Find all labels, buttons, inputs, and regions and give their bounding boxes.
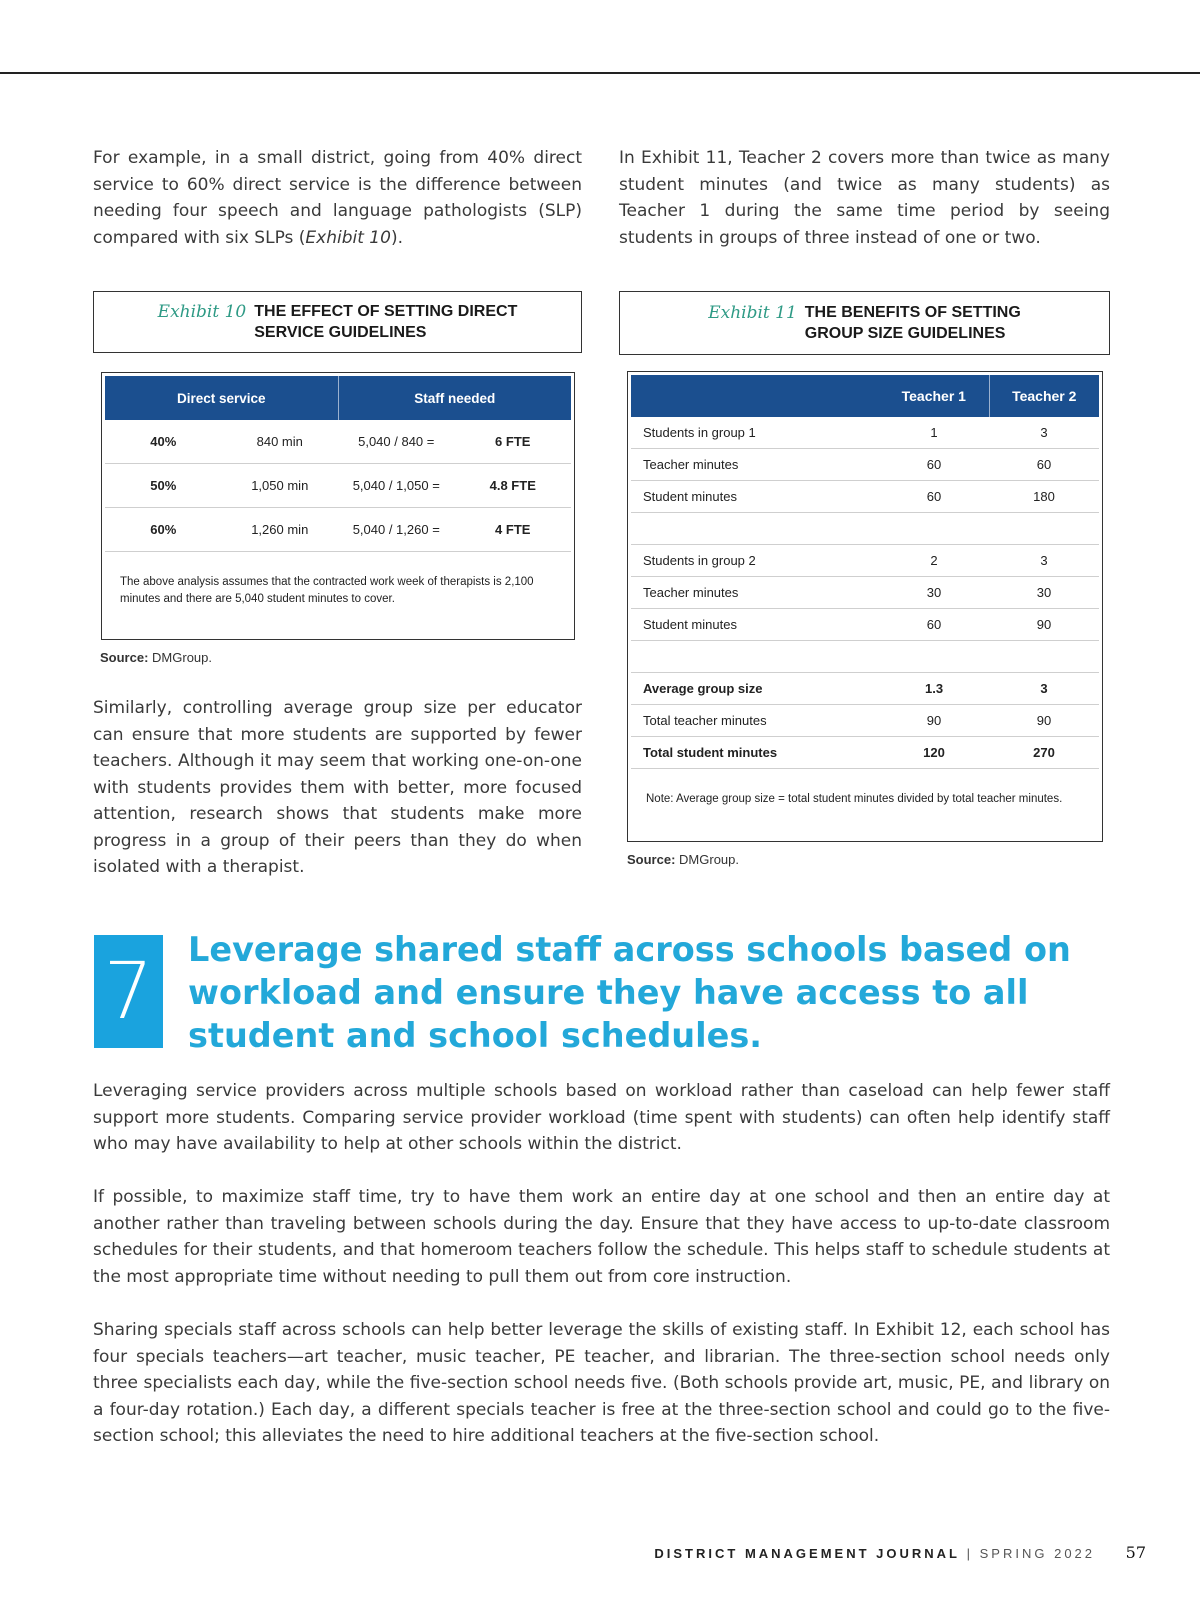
exhibit11-note: Note: Average group size = total student minutes divided by total teacher minutes. — [646, 793, 1063, 805]
exhibit10-note: The above analysis assumes that the contracted work week of therapists is 2,100 minutes and there are 5,040 student minutes to cover. — [120, 576, 534, 605]
table-row — [631, 673, 1099, 705]
cell-teacher1: 30 — [879, 577, 989, 609]
cell-pct: 50% — [105, 464, 222, 508]
right-paragraph-1: In Exhibit 11, Teacher 2 covers more than twice as many student minutes (and twice as many students) as Teacher 1 during the same time period by seeing students in groups of three instead of one or two. — [619, 148, 1110, 248]
exhibit11-header-teacher1: Teacher 1 — [879, 375, 989, 417]
cell-teacher2: 90 — [989, 705, 1099, 737]
left-paragraph-2: Similarly, controlling average group size per educator can ensure that more students are supported by fewer teachers. Although it may seem that working one-on-one with students provides them with better, more focused attention, research shows that students make more progress in a group of their peers than they do when isolated with a therapist. — [93, 698, 582, 877]
section-number: 7 — [94, 935, 163, 1048]
table-row — [631, 737, 1099, 769]
table-row — [631, 705, 1099, 737]
exhibit10-header — [93, 291, 582, 353]
cell-teacher2: 270 — [989, 737, 1099, 769]
cell-calc: 5,040 / 1,050 = — [338, 464, 455, 508]
cell-label — [631, 513, 879, 545]
footer-separator: | — [966, 1546, 974, 1561]
table-row — [631, 449, 1099, 481]
cell-label: Average group size — [631, 673, 879, 705]
cell-label: Student minutes — [631, 609, 879, 641]
table-row — [631, 577, 1099, 609]
exhibit10-source: Source: DMGroup. — [100, 650, 212, 665]
cell-calc: 5,040 / 840 = — [338, 420, 455, 464]
cell-teacher2: 3 — [989, 417, 1099, 449]
table-row — [631, 417, 1099, 449]
cell-teacher1: 2 — [879, 545, 989, 577]
cell-fte: 4.8 FTE — [455, 464, 572, 508]
cell-min: 840 min — [222, 420, 339, 464]
cell-fte: 4 FTE — [455, 508, 572, 552]
cell-min: 1,050 min — [222, 464, 339, 508]
exhibit10-label: Exhibit 10 — [157, 302, 247, 322]
cell-teacher1: 60 — [879, 481, 989, 513]
header-rule — [0, 72, 1200, 74]
exhibit11-label: Exhibit 11 — [708, 303, 797, 323]
cell-label: Teacher minutes — [631, 449, 879, 481]
cell-teacher2: 60 — [989, 449, 1099, 481]
cell-teacher2: 30 — [989, 577, 1099, 609]
table-row — [105, 420, 571, 464]
cell-teacher1: 90 — [879, 705, 989, 737]
cell-label: Total student minutes — [631, 737, 879, 769]
exhibit10-title: THE EFFECT OF SETTING DIRECT SERVICE GUIDELINES — [254, 303, 518, 341]
table-row-spacer — [631, 641, 1099, 673]
exhibit11-source: Source: DMGroup. — [627, 852, 739, 867]
cell-fte: 6 FTE — [455, 420, 572, 464]
cell-teacher2 — [989, 641, 1099, 673]
exhibit11-table-frame — [627, 371, 1103, 842]
exhibit10-table — [105, 376, 571, 552]
exhibit11-header-teacher2: Teacher 2 — [989, 375, 1099, 417]
table-row — [631, 481, 1099, 513]
cell-teacher2: 90 — [989, 609, 1099, 641]
cell-calc: 5,040 / 1,260 = — [338, 508, 455, 552]
section-title: Leverage shared staff across schools based on workload and ensure they have access to all student and school schedules. — [188, 930, 1071, 1055]
cell-teacher1 — [879, 513, 989, 545]
cell-min: 1,260 min — [222, 508, 339, 552]
cell-teacher1: 60 — [879, 449, 989, 481]
cell-teacher2: 3 — [989, 673, 1099, 705]
section-paragraph-2: If possible, to maximize staff time, try to have them work an entire day at one school and then an entire day at another rather than traveling between schools during the day. Ensure that they have access to up-to-date classroom schedules for their students, and that homeroom teachers follow the schedule. This helps staff to schedule students at the most appropriate time without needing to pull them out from core instruction. — [93, 1187, 1110, 1287]
exhibit10-header-direct: Direct service — [105, 376, 338, 420]
cell-teacher1 — [879, 641, 989, 673]
exhibit11-table — [631, 375, 1099, 769]
cell-label: Students in group 2 — [631, 545, 879, 577]
cell-label: Student minutes — [631, 481, 879, 513]
cell-pct: 60% — [105, 508, 222, 552]
table-row — [105, 508, 571, 552]
table-row-spacer — [631, 513, 1099, 545]
exhibit11-header-blank — [631, 375, 879, 417]
exhibit10-table-frame — [101, 372, 575, 640]
cell-teacher2 — [989, 513, 1099, 545]
cell-label: Total teacher minutes — [631, 705, 879, 737]
footer-page-number: 57 — [1125, 1543, 1146, 1562]
cell-pct: 40% — [105, 420, 222, 464]
exhibit11-title: THE BENEFITS OF SETTING GROUP SIZE GUIDELINES — [804, 304, 1021, 342]
section-paragraph-3: Sharing specials staff across schools can help better leverage the skills of existing staff. In Exhibit 12, each school has four specials teachers—art teacher, music teacher, PE teacher, and librarian. The three-section school needs only three specialists each day, while the five-section school needs five. (Both schools provide art, music, PE, and library on a four-day rotation.) Each day, a different specials teacher is free at the three-section school and could go to the five-section school; this alleviates the need to hire additional teachers at the five-section school. — [93, 1320, 1110, 1446]
cell-label — [631, 641, 879, 673]
cell-teacher1: 120 — [879, 737, 989, 769]
left-paragraph-1: For example, in a small district, going from 40% direct service to 60% direct service is the difference between needing four speech and language pathologists (SLP) compared with six SLPs (Exhibit 10). — [93, 148, 582, 248]
cell-teacher1: 1.3 — [879, 673, 989, 705]
exhibit10-header-staff: Staff needed — [338, 376, 571, 420]
footer-issue: SPRING 2022 — [979, 1546, 1096, 1561]
cell-label: Students in group 1 — [631, 417, 879, 449]
table-row — [631, 609, 1099, 641]
page-footer — [654, 1543, 1146, 1562]
cell-teacher1: 60 — [879, 609, 989, 641]
cell-teacher1: 1 — [879, 417, 989, 449]
exhibit11-header — [619, 291, 1110, 355]
section-paragraph-1: Leveraging service providers across multiple schools based on workload rather than caseload can help fewer staff support more students. Comparing service provider workload (time spent with students) can often help identify staff who may have availability to help at other schools within the district. — [93, 1081, 1110, 1154]
cell-teacher2: 180 — [989, 481, 1099, 513]
cell-label: Teacher minutes — [631, 577, 879, 609]
footer-journal: DISTRICT MANAGEMENT JOURNAL — [654, 1546, 960, 1561]
table-row — [105, 464, 571, 508]
cell-teacher2: 3 — [989, 545, 1099, 577]
table-row — [631, 545, 1099, 577]
